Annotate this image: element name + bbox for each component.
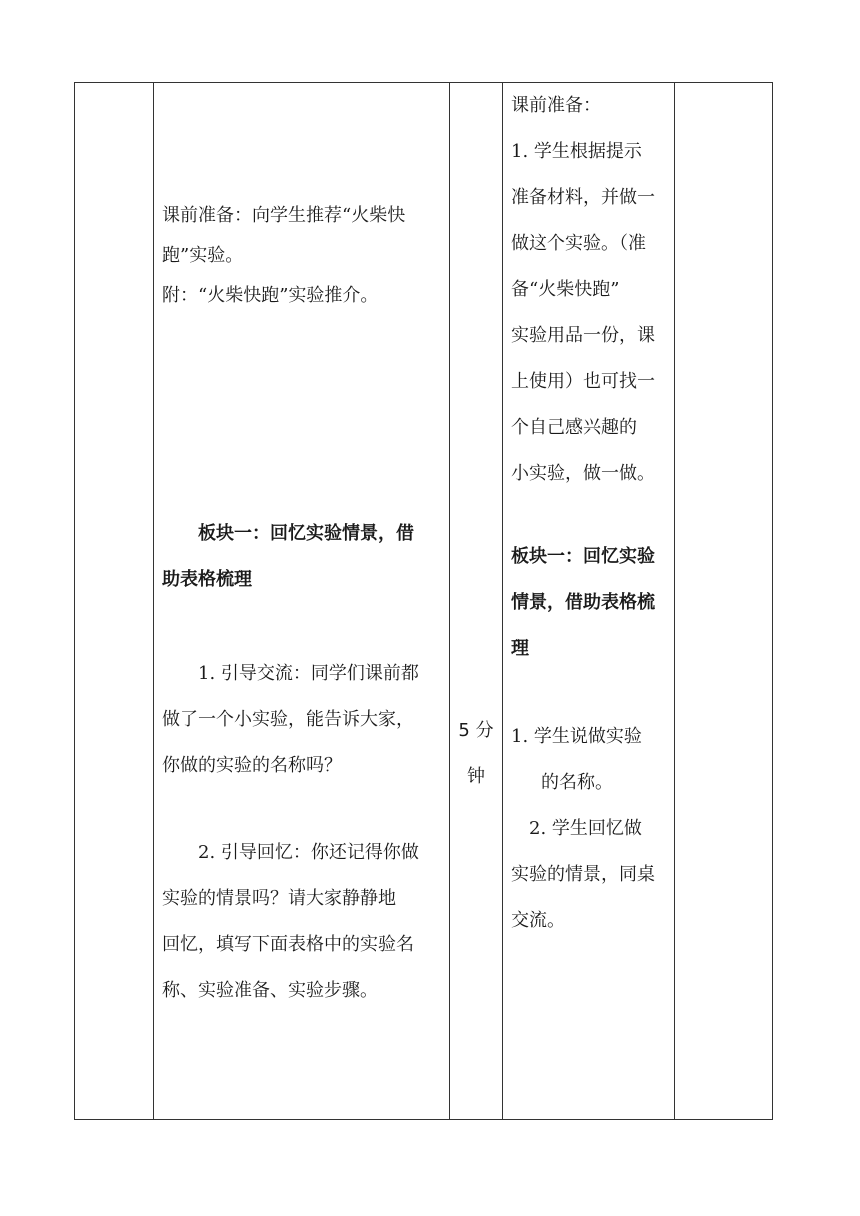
step-line: 2. 引导回忆：你还记得你做 bbox=[198, 842, 419, 863]
teacher-step-1 bbox=[162, 651, 447, 789]
student-prep-line: 课前准备： bbox=[511, 95, 601, 116]
student-prep-line: 准备材料，并做一 bbox=[511, 187, 655, 208]
time-allocation bbox=[450, 708, 502, 800]
section-title-line: 情景，借助表格梳 bbox=[511, 592, 655, 613]
time-line: 5 分 bbox=[458, 720, 494, 741]
section-title-line: 板块一：回忆实验 bbox=[511, 546, 655, 567]
step-line: 做了一个小实验，能告诉大家， bbox=[162, 709, 414, 730]
step-line: 你做的实验的名称吗？ bbox=[162, 755, 342, 776]
section-title-line: 理 bbox=[511, 638, 529, 659]
item-line: 的名称。 bbox=[541, 772, 613, 793]
teacher-prep-line: 跑”实验。 bbox=[162, 245, 244, 266]
teacher-prep-line: 附：“火柴快跑”实验推介。 bbox=[162, 285, 379, 306]
student-prep-line: 备“火柴快跑” bbox=[511, 279, 620, 300]
student-prep-line: 1. 学生根据提示 bbox=[511, 141, 642, 162]
student-item-1 bbox=[511, 714, 673, 806]
student-item-2 bbox=[511, 806, 673, 944]
teacher-activity-cell bbox=[154, 83, 450, 1120]
student-prep-line: 实验用品一份，课 bbox=[511, 325, 655, 346]
student-prep-line: 上使用）也可找一 bbox=[511, 371, 655, 392]
step-line: 实验的情景吗？请大家静静地 bbox=[162, 888, 396, 909]
student-section-title bbox=[511, 534, 673, 672]
teacher-step-2 bbox=[162, 830, 447, 1014]
table-row bbox=[75, 83, 773, 1120]
step-line: 回忆，填写下面表格中的实验名 bbox=[162, 934, 414, 955]
teacher-prep-block bbox=[162, 193, 447, 319]
section-title-line: 板块一：回忆实验情景，借 bbox=[198, 523, 414, 544]
item-line: 交流。 bbox=[511, 910, 565, 931]
student-prep-line: 做这个实验。（准 bbox=[511, 233, 646, 254]
student-prep-line: 小实验，做一做。 bbox=[511, 463, 655, 484]
item-line: 1. 学生说做实验 bbox=[511, 726, 642, 747]
item-line: 实验的情景，同桌 bbox=[511, 864, 655, 885]
student-activity-cell bbox=[503, 83, 675, 1120]
column-1-cell bbox=[75, 83, 154, 1120]
item-line: 2. 学生回忆做 bbox=[529, 818, 642, 839]
step-line: 称、实验准备、实验步骤。 bbox=[162, 980, 378, 1001]
lesson-table bbox=[74, 82, 773, 1120]
time-cell bbox=[450, 83, 503, 1120]
student-prep-line: 个自己感兴趣的 bbox=[511, 417, 637, 438]
column-5-cell bbox=[675, 83, 773, 1120]
section-title-line: 助表格梳理 bbox=[162, 569, 252, 590]
teacher-section-title bbox=[162, 511, 447, 603]
student-prep-block bbox=[511, 83, 673, 497]
step-line: 1. 引导交流：同学们课前都 bbox=[198, 663, 419, 684]
teacher-prep-line: 课前准备：向学生推荐“火柴快 bbox=[162, 205, 406, 226]
time-line: 钟 bbox=[467, 766, 485, 787]
